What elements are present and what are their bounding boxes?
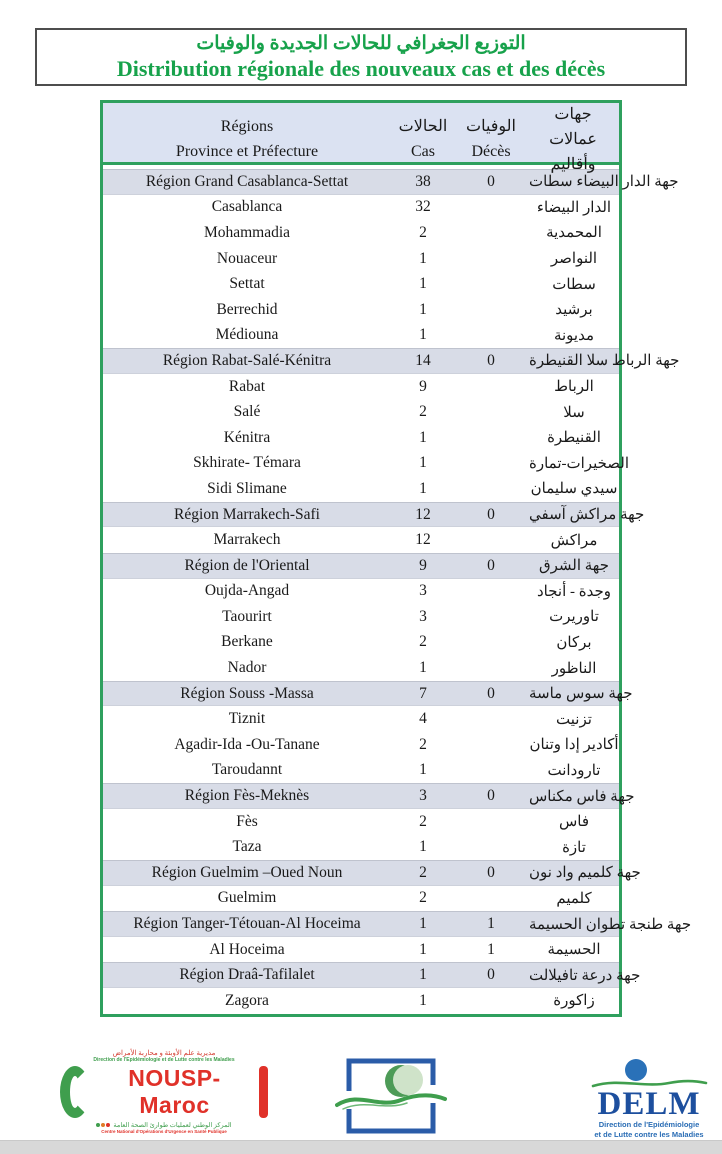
table-row: [103, 886, 619, 912]
row-region-name: Casablanca: [211, 198, 283, 216]
row-cases-value: 1: [419, 275, 427, 293]
row-region-name: Région Tanger-Tétouan-Al Hoceima: [133, 915, 361, 933]
row-region-name: Tiznit: [228, 710, 266, 728]
row-arabic-name: سطات: [552, 276, 596, 293]
row-cases-value: 2: [419, 633, 427, 651]
row-arabic-name: جهة مراكش آسفي: [529, 507, 645, 524]
row-region-name: Mohammadia: [203, 223, 291, 241]
table-row: [103, 451, 630, 477]
row-deaths-value: 0: [487, 505, 495, 523]
row-region-name: Rabat: [228, 377, 266, 395]
table-row: [103, 271, 619, 297]
row-arabic-name: الحسيمة: [547, 942, 601, 959]
row-deaths-value: 1: [487, 940, 495, 958]
table-row: [103, 937, 619, 963]
table-row: [103, 809, 619, 835]
header-jihat-line1: جهات: [554, 106, 592, 123]
table-row: [103, 220, 619, 246]
row-arabic-name: تازة: [562, 839, 586, 856]
row-deaths-value: 0: [487, 863, 495, 881]
row-region-name: Settat: [229, 275, 265, 293]
row-cases-value: 2: [419, 812, 427, 830]
header-deces-french: Décès: [471, 143, 511, 161]
header-jihat-line2: عمالات وأقاليم: [549, 130, 597, 173]
row-arabic-name: مراكش: [550, 532, 598, 549]
row-cases-value: 9: [419, 377, 427, 395]
row-region-name: Salé: [233, 403, 261, 421]
nousp-french-bottom: Centre National d'Opérations d'Urgence en Santé Publique: [101, 1129, 227, 1135]
table-row: [103, 297, 619, 323]
row-deaths-value: 0: [487, 351, 495, 369]
row-region-name: Guelmim: [217, 889, 277, 907]
row-arabic-name: تارودانت: [547, 762, 601, 779]
nousp-arabic-bottom: المركز الوطني لعمليات طوارئ الصحة العامة: [113, 1122, 232, 1130]
row-arabic-name: النواصر: [550, 251, 598, 268]
row-cases-value: 1: [419, 479, 427, 497]
table-row: [103, 962, 641, 988]
row-region-name: Berkane: [221, 633, 273, 651]
row-region-name: Taza: [232, 838, 262, 856]
row-cases-value: 38: [415, 172, 431, 190]
table-row: [103, 246, 619, 272]
row-cases-value: 2: [419, 223, 427, 241]
row-cases-value: 4: [419, 710, 427, 728]
row-region-name: Fès: [236, 812, 258, 830]
header-deces-arabic: الوفيات: [466, 118, 516, 136]
row-cases-value: 3: [419, 582, 427, 600]
table-row: [103, 604, 619, 630]
row-region-name: Taroudannt: [211, 761, 283, 779]
row-region-name: Région Grand Casablanca-Settat: [145, 172, 349, 190]
row-cases-value: 1: [419, 659, 427, 677]
nousp-red-bar-icon: [259, 1066, 268, 1118]
table-row: [103, 527, 619, 553]
row-region-name: Al Hoceima: [209, 940, 285, 958]
row-arabic-name: سلا: [563, 404, 585, 421]
row-region-name: Zagora: [225, 991, 269, 1009]
row-arabic-name: بركان: [556, 634, 592, 651]
row-region-name: Skhirate- Témara: [193, 454, 301, 472]
header-deces: [455, 115, 527, 165]
row-region-name: Berrechid: [216, 300, 278, 318]
row-cases-value: 2: [419, 403, 427, 421]
row-arabic-name: الناظور: [551, 660, 597, 677]
row-cases-value: 1: [419, 966, 427, 984]
table-row: [103, 348, 680, 374]
row-cases-value: 12: [415, 505, 431, 523]
table-row: [103, 579, 619, 605]
row-region-name: Région Rabat-Salé-Kénitra: [162, 351, 332, 369]
row-deaths-value: 0: [487, 787, 495, 805]
row-region-name: Agadir-Ida -Ou-Tanane: [174, 735, 320, 753]
row-region-name: Taourirt: [222, 607, 272, 625]
row-arabic-name: الدار البيضاء: [536, 199, 612, 216]
header-regions-line1: Régions: [220, 118, 274, 136]
row-region-name: Oujda-Angad: [204, 582, 290, 600]
table-row: [103, 706, 619, 732]
row-arabic-name: القنيطرة: [547, 430, 601, 447]
row-cases-value: 2: [419, 735, 427, 753]
row-cases-value: 3: [419, 607, 427, 625]
ministry-health-icon: [335, 1053, 447, 1137]
delm-name: DELM: [597, 1086, 701, 1122]
table-row: [103, 655, 619, 681]
delm-logo: [585, 1057, 713, 1140]
row-arabic-name: برشيد: [555, 302, 593, 319]
table-row: [103, 911, 692, 937]
row-cases-value: 1: [419, 326, 427, 344]
row-cases-value: 1: [419, 761, 427, 779]
title-box: [35, 28, 687, 86]
row-cases-value: 1: [419, 300, 427, 318]
ministry-health-logo: [335, 1053, 447, 1137]
row-region-name: Nouaceur: [216, 249, 278, 267]
table-row: [103, 476, 619, 502]
row-cases-value: 2: [419, 863, 427, 881]
row-cases-value: 2: [419, 889, 427, 907]
row-cases-value: 1: [419, 428, 427, 446]
nousp-arabic-top: مديرية علم الأوبئة و محاربة الأمراض: [112, 1049, 216, 1057]
title-arabic: التوزيع الجغرافي للحالات الجديدة والوفيات: [196, 32, 526, 54]
header-regions: [103, 115, 391, 165]
nousp-logo: [60, 1050, 268, 1134]
row-region-name: Région Marrakech-Safi: [174, 505, 320, 523]
page-bottom-edge: [0, 1140, 722, 1154]
row-region-name: Région Draâ-Tafilalet: [179, 966, 315, 984]
row-cases-value: 3: [419, 787, 427, 805]
row-deaths-value: 0: [487, 966, 495, 984]
table-row: [103, 783, 635, 809]
row-deaths-value: 0: [487, 556, 495, 574]
row-arabic-name: جهة كلميم واد نون: [529, 865, 641, 882]
row-cases-value: 32: [415, 198, 431, 216]
row-region-name: Marrakech: [213, 531, 281, 549]
row-arabic-name: مديونة: [553, 327, 595, 344]
row-arabic-name: سيدي سليمان: [530, 481, 618, 498]
table-row: [103, 860, 641, 886]
header-regions-line2: Province et Préfecture: [175, 143, 319, 161]
nousp-name: NOUSP-Maroc: [128, 1065, 221, 1119]
table-header: [103, 103, 619, 173]
row-region-name: Région de l'Oriental: [184, 556, 310, 574]
row-deaths-value: 1: [487, 915, 495, 933]
row-region-name: Médiouna: [215, 326, 279, 344]
delm-circle-wave-icon: [589, 1057, 709, 1089]
table-row: [103, 732, 619, 758]
delm-subtitle-line1: Direction de l'Epidémiologie: [598, 1120, 700, 1130]
row-arabic-name: جهة الشرق: [538, 558, 609, 575]
nousp-french-top: Direction de l'Epidémiologie et de Lutte contre les Maladies: [93, 1056, 235, 1063]
header-jihat: [527, 103, 619, 177]
row-deaths-value: 0: [487, 684, 495, 702]
table-row: [103, 425, 619, 451]
row-arabic-name: جهة طنجة تطوان الحسيمة: [529, 916, 692, 933]
row-cases-value: 1: [419, 991, 427, 1009]
table-row: [103, 323, 619, 349]
row-arabic-name: جهة درعة تافيلالت: [529, 967, 641, 984]
table-row: [103, 988, 619, 1014]
table-body: [103, 165, 692, 1014]
row-cases-value: 1: [419, 915, 427, 933]
row-arabic-name: زاكورة: [553, 993, 595, 1010]
row-cases-value: 9: [419, 556, 427, 574]
table-row: [103, 169, 679, 195]
row-region-name: Région Souss -Massa: [180, 684, 314, 702]
row-arabic-name: وجدة - أنجاد: [536, 583, 612, 600]
row-arabic-name: تاوريرت: [549, 609, 599, 626]
row-arabic-name: الرباط: [554, 379, 594, 396]
row-region-name: Région Guelmim –Oued Noun: [151, 863, 343, 881]
row-arabic-name: أكادير إدا وتنان: [529, 737, 619, 754]
row-arabic-name: تزنيت: [556, 711, 592, 728]
row-cases-value: 7: [419, 684, 427, 702]
row-cases-value: 1: [419, 249, 427, 267]
table-row: [103, 834, 619, 860]
table-row: [103, 630, 619, 656]
row-cases-value: 12: [415, 531, 431, 549]
row-arabic-name: فاس: [558, 814, 590, 831]
table-row: [103, 502, 645, 528]
table-row: [103, 195, 619, 221]
title-french: Distribution régionale des nouveaux cas et des décès: [116, 55, 606, 81]
row-cases-value: 1: [419, 940, 427, 958]
table-row: [103, 374, 619, 400]
row-arabic-name: جهة الدار البيضاء سطات: [529, 174, 679, 191]
table-row: [103, 758, 619, 784]
row-arabic-name: جهة سوس ماسة: [529, 686, 633, 703]
distribution-table: [100, 100, 692, 1017]
row-region-name: Nador: [227, 659, 267, 677]
nousp-c-icon: [60, 1066, 90, 1118]
header-cas: [391, 115, 455, 165]
row-deaths-value: 0: [487, 172, 495, 190]
row-arabic-name: جهة الرباط سلا القنيطرة: [529, 353, 680, 370]
header-cas-arabic: الحالات: [398, 118, 448, 136]
row-cases-value: 14: [415, 351, 431, 369]
header-cas-french: Cas: [411, 143, 435, 161]
row-arabic-name: المحمدية: [546, 225, 602, 242]
row-cases-value: 1: [419, 454, 427, 472]
row-region-name: Kénitra: [223, 428, 271, 446]
row-region-name: Région Fès-Meknès: [184, 787, 310, 805]
table-row: [103, 399, 619, 425]
row-cases-value: 1: [419, 838, 427, 856]
footer-logos: [0, 1045, 722, 1145]
table-row: [103, 681, 633, 707]
nousp-dots-icon: [96, 1123, 110, 1127]
delm-subtitle-line2: et de Lutte contre les Maladies: [594, 1130, 704, 1140]
row-arabic-name: الصخيرات-تمارة: [529, 455, 630, 472]
row-region-name: Sidi Slimane: [207, 479, 287, 497]
row-arabic-name: جهة فاس مكناس: [529, 788, 635, 805]
table-row: [103, 553, 619, 579]
row-arabic-name: كلميم: [556, 890, 592, 907]
